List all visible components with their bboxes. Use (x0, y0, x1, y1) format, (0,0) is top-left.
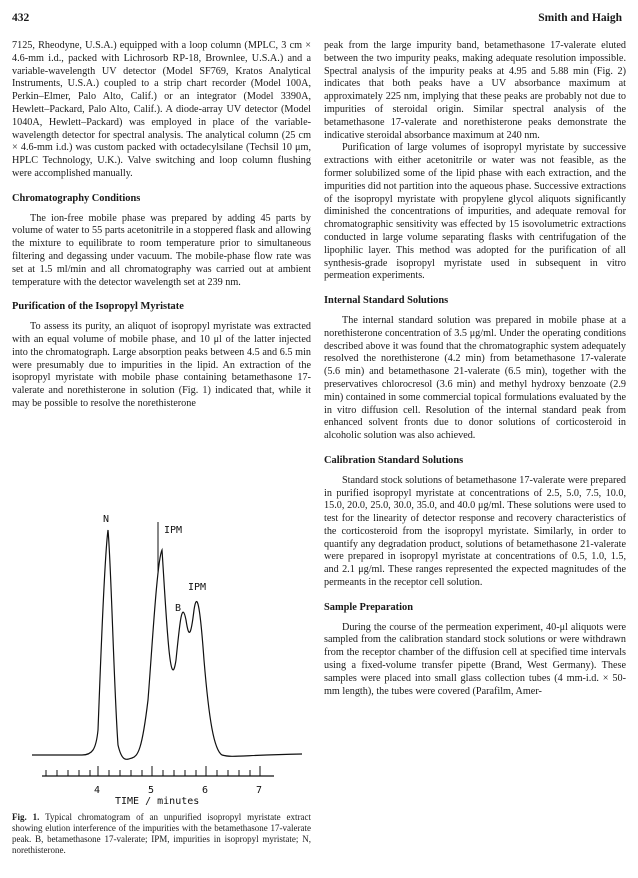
impurity-paragraph: peak from the large impurity band, betamethasone 17-valerate eluted between the two impurity peaks, making adequate resolution impossible. Spectral analysis of the impurity peaks at 4.95 and 5.88 min (Fig. 2) indicates that both peaks have a UV absorbance maximum at approximately 225 nm, implying that these peaks are probably not due to impurities of steroidal origin. Similar spectral analysis of the betamethasone 17-valerate and norethisterone peaks demonstrate the indicative steroidal absorbance maximum at 240 nm. (324, 40, 626, 141)
chromatogram-trace (32, 530, 302, 759)
page-number: 432 (12, 12, 30, 24)
chromatogram (12, 500, 311, 805)
calibration-paragraph: Standard stock solutions of betamethasone 17-valerate were prepared in purified isopropyl myristate at concentrations of 2.5, 5.0, 7.5, 10.0, 15.0, 20.0, 25.0, 30.0, 35.0, and 40.0 μg/ml. These solutions were used to test for the linearity of detector response and recovery characteristics of the corticosteroid from the isopropyl myristate. Similarly, in order to quantify any degradation product, solutions of betamethasone 21-valerate were prepared in isopropyl myristate at concentrations of 0.5, 1.0, 1.5, and 2.1 μg/ml. These ranges represented the expected magnitudes of the permeants in the receptor cell solution. (324, 474, 626, 589)
purification-method-paragraph: Purification of large volumes of isopropyl myristate by successive extractions with either acetonitrile or water was not feasible, as the former solubilized some of the lipid phase with each extraction, and the impurities did not partition into the aqueous phase. Successive extractions of the isopropyl myristate with propylene glycol aliquots significantly diminished the concentrations of impurities, and adequate removal for chromatographic sensitivity was effected by 15 isovolumetric extractions conducted in large volume separating flasks with centrifugation of the lipophilic layer. This method was adopted for the purification of all synthesis-grade isopropyl myristate used in subsequent in vitro permeation experiments. (324, 142, 626, 282)
intro-paragraph: 7125, Rheodyne, U.S.A.) equipped with a loop column (MPLC, 3 cm × 4.6-mm i.d., packed with Lichrosorb RP-18, Brownlee, U.S.A.) and a variable-wavelength UV detector (Model SF769, Kratos Analytical Instruments, U.S.A.) coupled to a strip chart recorder (Model 100A, Perkin–Elmer, Palo Alto, Calif.) or an integrator (Model 3390A, Hewlett–Packard, Palo Alto, Calif.). A diode-array UV detector (Model 1040A, Hewlett–Packard) was employed in place of the variable-wavelength detector for spectral analysis. The analytical column (25 cm × 4.6-mm i.d.) was custom packed with octadecylsilane (Techsil 10 μm, HPLC Technology, U.K.). Valve switching and loop column flushing were accomplished manually. (12, 40, 311, 179)
heading-calibration-standard: Calibration Standard Solutions (324, 454, 464, 466)
heading-chromatography-conditions: Chromatography Conditions (12, 192, 141, 204)
heading-internal-standard: Internal Standard Solutions (324, 295, 449, 307)
peak-label-n: N (103, 514, 110, 525)
peak-label-ipm-1: IPM (164, 525, 183, 536)
right-column (324, 40, 626, 698)
sample-preparation-paragraph: During the course of the permeation experiment, 40-μl aliquots were sampled from the calibration standard stock solutions or were withdrawn from the receptor chamber of the diffusion cell at specified time intervals using a fixed-volume transfer pipette (Brand, West Germany). These samples were placed into small glass collection tubes (4 mm-i.d. × 50-mm length), the tubes were covered (Parafilm, Amer- (324, 621, 626, 697)
internal-standard-paragraph: The internal standard solution was prepared in mobile phase at a norethisterone concentration of 3.5 μg/ml. Under the operating conditions described above it was found that the chromatographic system adequately resolved the norethisterone (4.2 min) from betamethasone 17-valerate (5.6 min) and betamethasone 21-valerate (6.5 min), together with the preservatives chlorocresol (3.6 min) and methyl hydroxy benzoate (2.9 min) contained in some commercial topical formulations evaluated by the in vitro diffusion cell. Resolution of the internal standard peak from enhanced solvent fronts due to donor solutions of corticosteroid in alcoholic solution was also achieved. (324, 314, 626, 442)
caption-text: Typical chromatogram of an unpurified isopropyl myristate extract showing elution interference of the impurities with the betamethasone 17-valerate peak. B, betamethasone 17-valerate; IPM, impurities in isopropyl myristate; N, norethisterone. (12, 812, 311, 855)
heading-purification: Purification of the Isopropyl Myristate (12, 301, 184, 313)
x-axis-label: TIME / minutes (115, 796, 200, 805)
x-tick-label-6: 6 (202, 785, 209, 796)
x-tick-label-4: 4 (94, 785, 101, 796)
x-tick-label-7: 7 (256, 785, 263, 796)
tick-marks (46, 766, 260, 776)
left-column (12, 40, 311, 411)
running-title: Smith and Haigh (538, 12, 622, 24)
caption-label: Fig. 1. (12, 812, 40, 822)
heading-sample-preparation: Sample Preparation (324, 601, 413, 613)
chromatography-paragraph: The ion-free mobile phase was prepared by adding 45 parts by volume of water to 55 parts acetonitrile in a stoppered flask and allowing the mixture to equilibrate to room temperature prior to simultaneous filtering and degassing under vacuum. The mobile-phase flow rate was set at 1.5 ml/min and all chromatography was carried out at ambient temperature with the detector wavelength set at 239 nm. (12, 212, 311, 288)
purification-paragraph: To assess its purity, an aliquot of isopropyl myristate was extracted with an equal volume of mobile phase, and 10 μl of the latter injected into the chromatograph. Large absorption peaks between 4.5 and 6.5 min were presumably due to impurities in the lipid. An extraction of the isopropyl myristate with mobile phase containing betamethasone 17-valerate and norethisterone in solution (Fig. 1) indicated that, while it may be possible to resolve the norethisterone (12, 321, 311, 409)
peak-label-ipm-2: IPM (188, 582, 207, 593)
peak-label-b: B (175, 603, 182, 614)
x-tick-label-5: 5 (148, 785, 155, 796)
figure-1 (12, 500, 311, 872)
page-header (12, 12, 622, 28)
figure-caption (12, 812, 311, 856)
